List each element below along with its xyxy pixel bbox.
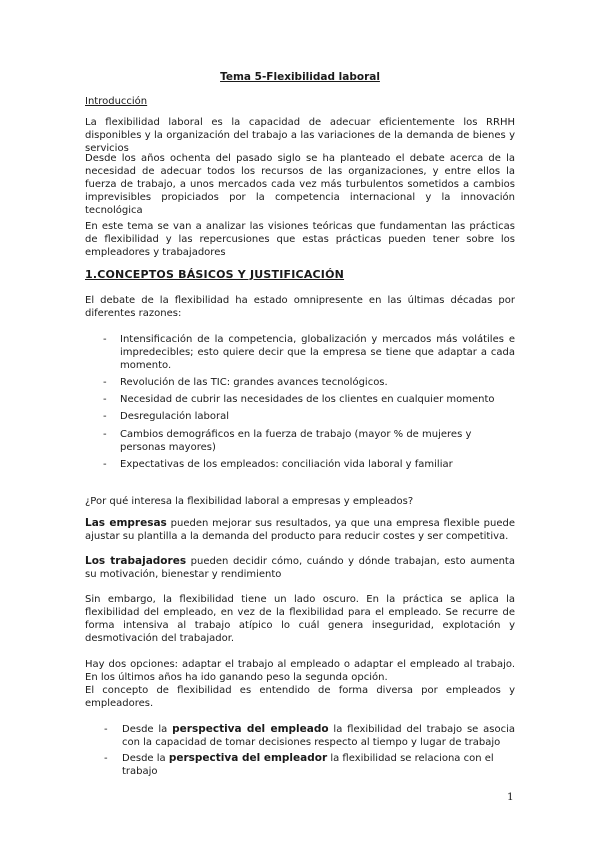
section-heading: 1.CONCEPTOS BÁSICOS Y JUSTIFICACIÓN: [85, 268, 345, 281]
list-bullet: -: [103, 429, 107, 440]
list-bullet: -: [104, 753, 108, 764]
intro-heading: Introducción: [85, 96, 148, 107]
paragraph-options: Hay dos opciones: adaptar el trabajo al empleado o adaptar el empleado al trabajo. En los últimos años ha ido ganando peso la segunda opción.: [85, 659, 515, 683]
paragraph-debate: Desde los años ochenta del pasado siglo se ha planteado el debate acerca de la necesidad de adecuar todos los recursos de las organizaciones, y entre ellos la fuerza de trabajo, a unos mercados cada vez más turbulentos sometidos a cambios imprevisibles propiciados por la competencia internacional y la innovación tecnológica: [85, 153, 515, 216]
list-item: Expectativas de los empleados: conciliación vida laboral y familiar: [120, 459, 453, 470]
list-bullet: -: [103, 377, 107, 388]
paragraph-trabajadores: [85, 555, 515, 581]
paragraph-dark-side: Sin embargo, la flexibilidad tiene un lado oscuro. En la práctica se aplica la flexibilidad del empleado, en vez de la flexibilidad para el empleado. Se recurre de forma intensiva al trabajo atípico lo cuál genera inseguridad, explotación y desmotivación del trabajador.: [85, 594, 515, 644]
list-item: Necesidad de cubrir las necesidades de los clientes en cualquier momento: [120, 394, 495, 405]
paragraph-empresas: [85, 517, 515, 543]
list-item: Revolución de las TIC: grandes avances tecnológicos.: [120, 377, 388, 388]
paragraph-concept: El concepto de flexibilidad es entendido de forma diversa por empleados y empleadores.: [85, 685, 515, 709]
text: la flexibilidad del trabajo se asocia con la capacidad de tomar decisiones respecto al tiempo y lugar de trabajo: [122, 724, 516, 748]
paragraph-text: pueden mejorar sus resultados, ya que una empresa flexible puede ajustar su plantilla a la demanda del producto para reducir costes y ser competitiva.: [85, 518, 515, 542]
text: la flexibilidad se relaciona con el trabajo: [122, 753, 494, 777]
list-bullet: -: [103, 334, 107, 345]
list-bullet: -: [103, 459, 107, 470]
page-number: 1: [507, 791, 514, 803]
text: Desde la: [122, 724, 173, 735]
list-item-perspective-employee: [122, 723, 515, 749]
bold-term: Los trabajadores: [85, 555, 187, 567]
question-line: ¿Por qué interesa la flexibilidad laboral a empresas y empleados?: [85, 496, 414, 507]
list-bullet: -: [103, 394, 107, 405]
bold-term: perspectiva del empleado: [172, 723, 329, 735]
paragraph-theme: En este tema se van a analizar las visiones teóricas que fundamentan las prácticas de flexibilidad y las repercusiones que estas prácticas pueden tener sobre los empleadores y trabajadores: [85, 221, 515, 258]
list-item: Intensificación de la competencia, globalización y mercados más volátiles e impredecibles; esto quiere decir que la empresa se tiene que adaptar a cada momento.: [120, 334, 515, 371]
list-item: Desregulación laboral: [120, 411, 229, 422]
list-bullet: -: [104, 724, 108, 735]
paragraph-reasons-intro: El debate de la flexibilidad ha estado omnipresente en las últimas décadas por diferentes razones:: [85, 295, 515, 319]
list-item-perspective-employer: [122, 752, 515, 778]
text: Desde la: [122, 753, 169, 764]
page-title: Tema 5-Flexibilidad laboral: [220, 71, 380, 83]
paragraph-definition: La flexibilidad laboral es la capacidad de adecuar eficientemente los RRHH disponibles y la organización del trabajo a las variaciones de la demanda de bienes y servicios: [85, 117, 515, 154]
list-item: Cambios demográficos en la fuerza de trabajo (mayor % de mujeres y personas mayores): [120, 429, 472, 453]
list-bullet: -: [103, 411, 107, 422]
paragraph-text: pueden decidir cómo, cuándo y dónde trabajan, esto aumenta su motivación, bienestar y rendimiento: [85, 556, 515, 580]
bold-term: perspectiva del empleador: [168, 752, 328, 764]
bold-term: Las empresas: [85, 517, 167, 529]
